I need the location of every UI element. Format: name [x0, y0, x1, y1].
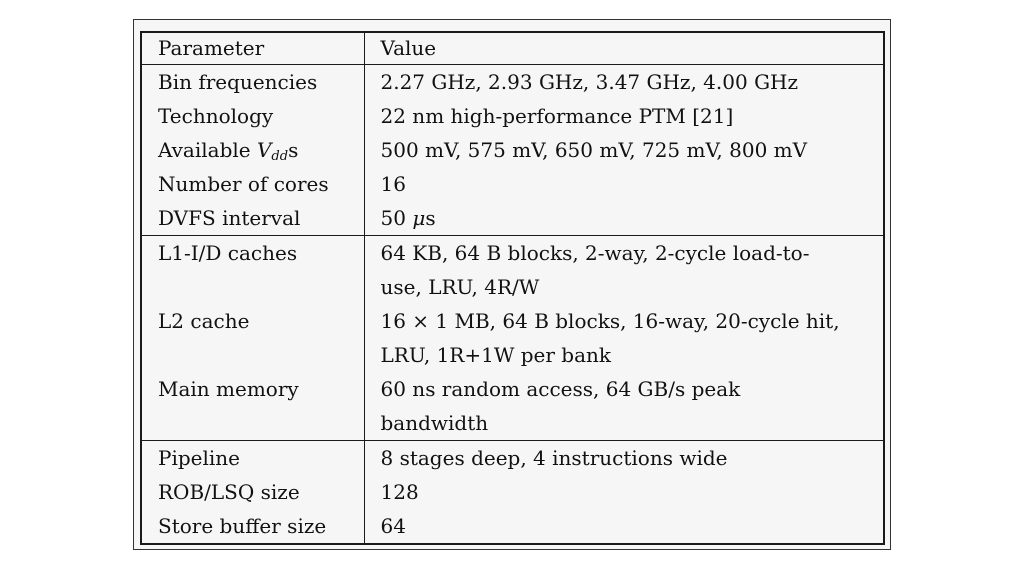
parameter-cell: L1-I/D caches: [158, 241, 298, 265]
parameter-cell: Technology: [158, 104, 274, 128]
value-cell: [364, 372, 884, 441]
parameter-cell: Main memory: [141, 372, 364, 441]
table-header-row: [141, 32, 884, 65]
value-cell: 8 stages deep, 4 instructions wide: [364, 441, 884, 476]
value-cell: [364, 236, 884, 305]
table-row: [141, 201, 884, 236]
table-row: [141, 65, 884, 100]
parameter-suffix: s: [288, 138, 299, 162]
value-number: 50: [380, 206, 413, 230]
parameter-cell: DVFS interval: [141, 201, 364, 236]
table-row: [141, 167, 884, 201]
value-mu-symbol: μ: [412, 206, 426, 230]
value-cell: 500 mV, 575 mV, 650 mV, 725 mV, 800 mV: [364, 133, 884, 167]
value-cell: 16: [364, 167, 884, 201]
value-cell: 128: [364, 475, 884, 509]
parameter-cell: [141, 133, 364, 167]
parameter-prefix: Available: [158, 138, 257, 162]
value-line: 60 ns random access, 64 GB/s peak: [380, 377, 741, 401]
value-cell: 64: [364, 509, 884, 544]
header-parameter: Parameter: [141, 32, 364, 65]
parameter-cell: Number of cores: [158, 172, 329, 196]
table-row: [141, 372, 884, 441]
table-row: [141, 99, 884, 133]
table-row: [141, 236, 884, 305]
table-sheet: [133, 19, 891, 550]
table-row: [141, 133, 884, 167]
value-line: bandwidth: [380, 411, 489, 435]
parameter-cell: ROB/LSQ size: [158, 480, 300, 504]
table-row: [141, 441, 884, 476]
value-cell: [364, 201, 884, 236]
value-unit: s: [425, 206, 436, 230]
parameter-cell: Store buffer size: [158, 514, 327, 538]
value-line: LRU, 1R+1W per bank: [380, 343, 612, 367]
value-line: use, LRU, 4R/W: [380, 275, 540, 299]
table-row: [141, 475, 884, 509]
value-cell: 22 nm high-performance PTM [21]: [364, 99, 884, 133]
parameter-cell: Bin frequencies: [158, 70, 318, 94]
header-value: Value: [364, 32, 884, 65]
value-cell: 2.27 GHz, 2.93 GHz, 3.47 GHz, 4.00 GHz: [364, 65, 884, 100]
value-line: 16 × 1 MB, 64 B blocks, 16-way, 20-cycle hit,: [380, 309, 840, 333]
parameter-cell: L2 cache: [158, 309, 250, 333]
parameter-cell: Pipeline: [158, 446, 241, 470]
table-row: [141, 509, 884, 544]
parameters-table: [140, 31, 885, 545]
value-cell: [364, 304, 884, 372]
value-line: 64 KB, 64 B blocks, 2-way, 2-cycle load-to-: [380, 241, 810, 265]
parameter-variable: V: [256, 138, 272, 162]
table-row: [141, 304, 884, 372]
parameter-subscript: dd: [271, 149, 289, 164]
